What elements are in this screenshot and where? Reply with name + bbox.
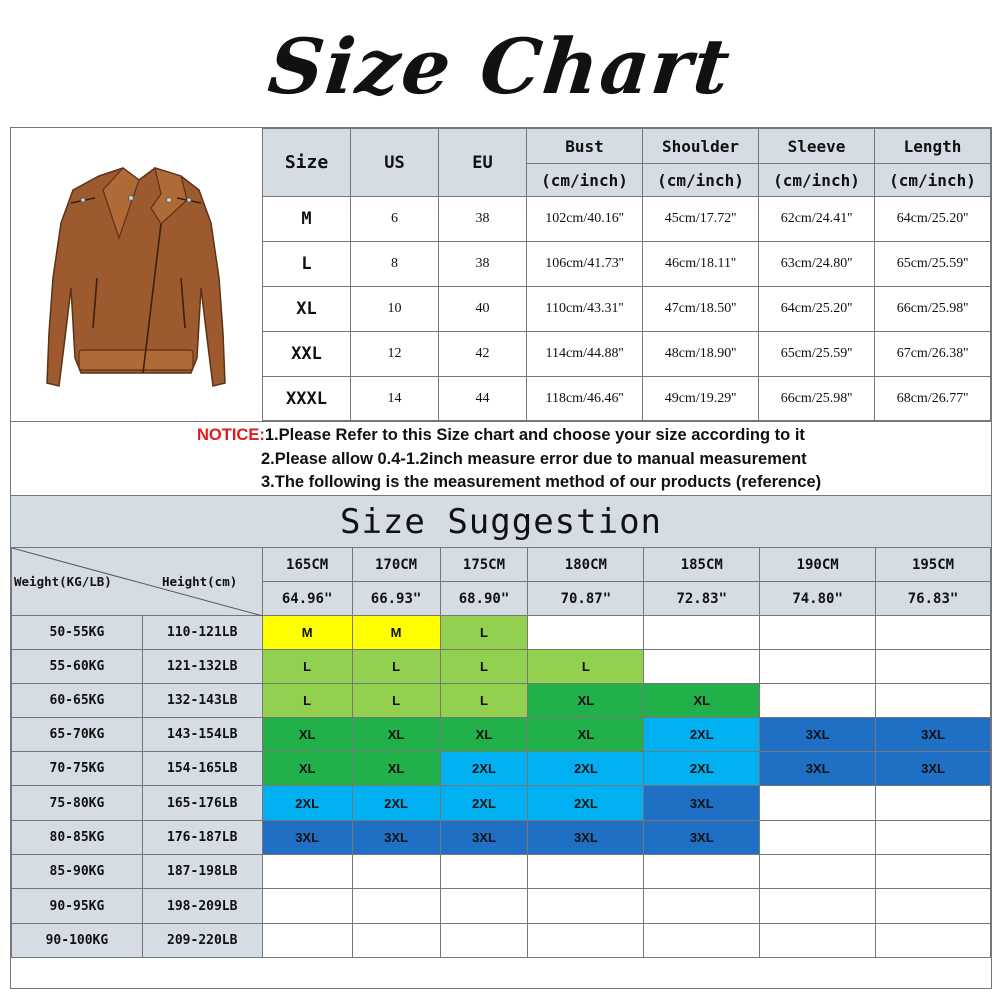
shoulder-cell: 45cm/17.72'' (643, 197, 759, 242)
size-suggestion-cell (876, 684, 991, 718)
size-chart-frame (10, 127, 992, 989)
size-suggestion-cell (440, 855, 528, 889)
size-suggestion-cell: 3XL (644, 821, 760, 855)
size-suggestion-cell: 2XL (644, 752, 760, 786)
size-suggestion-cell (876, 650, 991, 684)
sleeve-cell: 63cm/24.80'' (759, 242, 875, 287)
size-suggestion-cell (876, 786, 991, 821)
size-suggestion-cell (760, 616, 876, 650)
bust-cell: 118cm/46.46'' (527, 377, 643, 421)
size-suggestion-cell: XL (352, 718, 440, 752)
size-suggestion-cell: XL (262, 752, 352, 786)
height-in-header: 72.83" (644, 582, 760, 616)
size-suggestion-cell (760, 889, 876, 924)
size-suggestion-cell: 2XL (440, 752, 528, 786)
weight-lb-label: 154-165LB (142, 752, 262, 786)
height-cm-header: 170CM (352, 548, 440, 582)
weight-kg-label: 60-65KG (12, 684, 143, 718)
table-row (12, 684, 991, 718)
us-cell: 12 (351, 332, 439, 377)
size-suggestion-cell (760, 684, 876, 718)
bust-cell: 114cm/44.88'' (527, 332, 643, 377)
table-row (263, 377, 991, 421)
eu-cell: 40 (439, 287, 527, 332)
size-table (262, 128, 991, 421)
size-suggestion-table (11, 547, 991, 958)
header-eu: EU (439, 129, 527, 197)
table-row (12, 821, 991, 855)
weight-kg-label: 50-55KG (12, 616, 143, 650)
length-cell: 65cm/25.59'' (875, 242, 991, 287)
size-suggestion-cell: XL (644, 684, 760, 718)
height-in-header: 70.87" (528, 582, 644, 616)
size-suggestion-cell (262, 924, 352, 958)
size-suggestion-cell (644, 650, 760, 684)
us-cell: 6 (351, 197, 439, 242)
size-suggestion-cell (760, 650, 876, 684)
size-suggestion-cell: L (352, 684, 440, 718)
weight-lb-label: 143-154LB (142, 718, 262, 752)
size-suggestion-cell (262, 889, 352, 924)
sleeve-cell: 66cm/25.98'' (759, 377, 875, 421)
size-suggestion-cell: 3XL (644, 786, 760, 821)
height-cm-header: 195CM (876, 548, 991, 582)
table-row (12, 616, 991, 650)
header-unit: (cm/inch) (759, 164, 875, 197)
table-row (12, 889, 991, 924)
size-suggestion-cell: XL (528, 684, 644, 718)
sleeve-cell: 65cm/25.59'' (759, 332, 875, 377)
height-in-header: 64.96" (262, 582, 352, 616)
size-suggestion-cell (876, 889, 991, 924)
weight-lb-label: 176-187LB (142, 821, 262, 855)
size-suggestion-cell (440, 889, 528, 924)
bust-cell: 106cm/41.73'' (527, 242, 643, 287)
header-unit: (cm/inch) (527, 164, 643, 197)
jacket-image (11, 128, 262, 421)
size-cell: XL (263, 287, 351, 332)
size-suggestion-cell: L (440, 650, 528, 684)
size-suggestion-cell (644, 855, 760, 889)
eu-cell: 44 (439, 377, 527, 421)
corner-weight-label: Weight(KG/LB) (14, 574, 112, 589)
notice-line-2: 2.Please allow 0.4-1.2inch measure error due to manual measurement (261, 450, 807, 468)
size-cell: XXL (263, 332, 351, 377)
size-suggestion-cell: L (262, 650, 352, 684)
size-suggestion-cell: L (440, 616, 528, 650)
size-suggestion-cell: 2XL (262, 786, 352, 821)
size-suggestion-cell: 3XL (760, 718, 876, 752)
height-cm-header: 175CM (440, 548, 528, 582)
notice-line-3: 3.The following is the measurement method of our products (reference) (261, 473, 822, 491)
header-unit: (cm/inch) (643, 164, 759, 197)
height-cm-header: 185CM (644, 548, 760, 582)
weight-lb-label: 198-209LB (142, 889, 262, 924)
size-cell: L (263, 242, 351, 287)
weight-kg-label: 65-70KG (12, 718, 143, 752)
table-row (12, 924, 991, 958)
weight-kg-label: 70-75KG (12, 752, 143, 786)
length-cell: 66cm/25.98'' (875, 287, 991, 332)
height-in-header: 68.90" (440, 582, 528, 616)
size-suggestion-cell: 3XL (876, 752, 991, 786)
size-suggestion-cell: XL (440, 718, 528, 752)
height-in-header: 74.80" (760, 582, 876, 616)
size-suggestion-cell (760, 821, 876, 855)
size-suggestion-cell (760, 924, 876, 958)
size-suggestion-cell: L (262, 684, 352, 718)
bust-cell: 102cm/40.16'' (527, 197, 643, 242)
weight-kg-label: 75-80KG (12, 786, 143, 821)
sleeve-cell: 62cm/24.41'' (759, 197, 875, 242)
table-row (263, 332, 991, 377)
table-row (12, 786, 991, 821)
us-cell: 10 (351, 287, 439, 332)
header-shoulder: Shoulder (643, 129, 759, 164)
header-bust: Bust (527, 129, 643, 164)
size-suggestion-cell: 3XL (352, 821, 440, 855)
length-cell: 68cm/26.77'' (875, 377, 991, 421)
header-size: Size (263, 129, 351, 197)
size-suggestion-cell (760, 855, 876, 889)
size-suggestion-cell: 3XL (528, 821, 644, 855)
size-suggestion-cell: XL (262, 718, 352, 752)
size-suggestion-cell: 2XL (440, 786, 528, 821)
size-suggestion-cell: 2XL (352, 786, 440, 821)
size-suggestion-cell: XL (528, 718, 644, 752)
size-suggestion-cell (876, 924, 991, 958)
weight-lb-label: 187-198LB (142, 855, 262, 889)
height-cm-header: 165CM (262, 548, 352, 582)
bust-cell: 110cm/43.31'' (527, 287, 643, 332)
us-cell: 8 (351, 242, 439, 287)
table-row (12, 650, 991, 684)
weight-kg-label: 80-85KG (12, 821, 143, 855)
header-us: US (351, 129, 439, 197)
height-in-header: 76.83" (876, 582, 991, 616)
eu-cell: 38 (439, 242, 527, 287)
size-suggestion-cell: 3XL (876, 718, 991, 752)
us-cell: 14 (351, 377, 439, 421)
size-suggestion-cell (528, 889, 644, 924)
notice-line-1: 1.Please Refer to this Size chart and choose your size according to it (264, 426, 805, 444)
weight-lb-label: 165-176LB (142, 786, 262, 821)
table-row (12, 855, 991, 889)
height-in-header: 66.93" (352, 582, 440, 616)
weight-kg-label: 90-100KG (12, 924, 143, 958)
shoulder-cell: 49cm/19.29'' (643, 377, 759, 421)
table-row (263, 197, 991, 242)
size-suggestion-cell (876, 616, 991, 650)
notice-block (11, 421, 991, 496)
size-suggestion-cell: L (352, 650, 440, 684)
size-suggestion-cell (440, 924, 528, 958)
size-suggestion-title: Size Suggestion (11, 495, 991, 548)
weight-lb-label: 121-132LB (142, 650, 262, 684)
size-suggestion-cell (876, 855, 991, 889)
shoulder-cell: 46cm/18.11'' (643, 242, 759, 287)
shoulder-cell: 48cm/18.90'' (643, 332, 759, 377)
size-suggestion-cell: 2XL (528, 786, 644, 821)
weight-lb-label: 209-220LB (142, 924, 262, 958)
size-suggestion-cell: 3XL (760, 752, 876, 786)
size-suggestion-cell (528, 855, 644, 889)
weight-lb-label: 110-121LB (142, 616, 262, 650)
size-suggestion-cell (352, 924, 440, 958)
page-title: Size Chart (264, 22, 736, 111)
size-suggestion-cell: XL (352, 752, 440, 786)
table-row (12, 718, 991, 752)
weight-lb-label: 132-143LB (142, 684, 262, 718)
size-suggestion-cell (352, 889, 440, 924)
size-suggestion-cell: M (262, 616, 352, 650)
table-row (263, 287, 991, 332)
size-suggestion-cell: M (352, 616, 440, 650)
size-suggestion-cell: L (440, 684, 528, 718)
size-suggestion-cell (644, 889, 760, 924)
sleeve-cell: 64cm/25.20'' (759, 287, 875, 332)
header-sleeve: Sleeve (759, 129, 875, 164)
weight-kg-label: 55-60KG (12, 650, 143, 684)
corner-header (12, 548, 263, 616)
header-length: Length (875, 129, 991, 164)
weight-kg-label: 90-95KG (12, 889, 143, 924)
header-unit: (cm/inch) (875, 164, 991, 197)
shoulder-cell: 47cm/18.50'' (643, 287, 759, 332)
size-cell: M (263, 197, 351, 242)
size-suggestion-cell: 3XL (440, 821, 528, 855)
size-suggestion-cell (262, 855, 352, 889)
size-suggestion-cell (352, 855, 440, 889)
size-suggestion-cell (644, 616, 760, 650)
weight-kg-label: 85-90KG (12, 855, 143, 889)
size-suggestion-cell (876, 821, 991, 855)
size-suggestion-cell (528, 616, 644, 650)
size-suggestion-cell (760, 786, 876, 821)
table-row (12, 752, 991, 786)
height-cm-header: 180CM (528, 548, 644, 582)
length-cell: 64cm/25.20'' (875, 197, 991, 242)
size-cell: XXXL (263, 377, 351, 421)
size-suggestion-cell: 3XL (262, 821, 352, 855)
eu-cell: 38 (439, 197, 527, 242)
size-suggestion-cell (528, 924, 644, 958)
length-cell: 67cm/26.38'' (875, 332, 991, 377)
corner-height-label: Height(cm) (162, 574, 238, 589)
size-suggestion-cell: 2XL (644, 718, 760, 752)
notice-label: NOTICE: (197, 426, 265, 444)
size-suggestion-cell: L (528, 650, 644, 684)
height-cm-header: 190CM (760, 548, 876, 582)
size-suggestion-cell: 2XL (528, 752, 644, 786)
table-row (263, 242, 991, 287)
eu-cell: 42 (439, 332, 527, 377)
size-suggestion-cell (644, 924, 760, 958)
